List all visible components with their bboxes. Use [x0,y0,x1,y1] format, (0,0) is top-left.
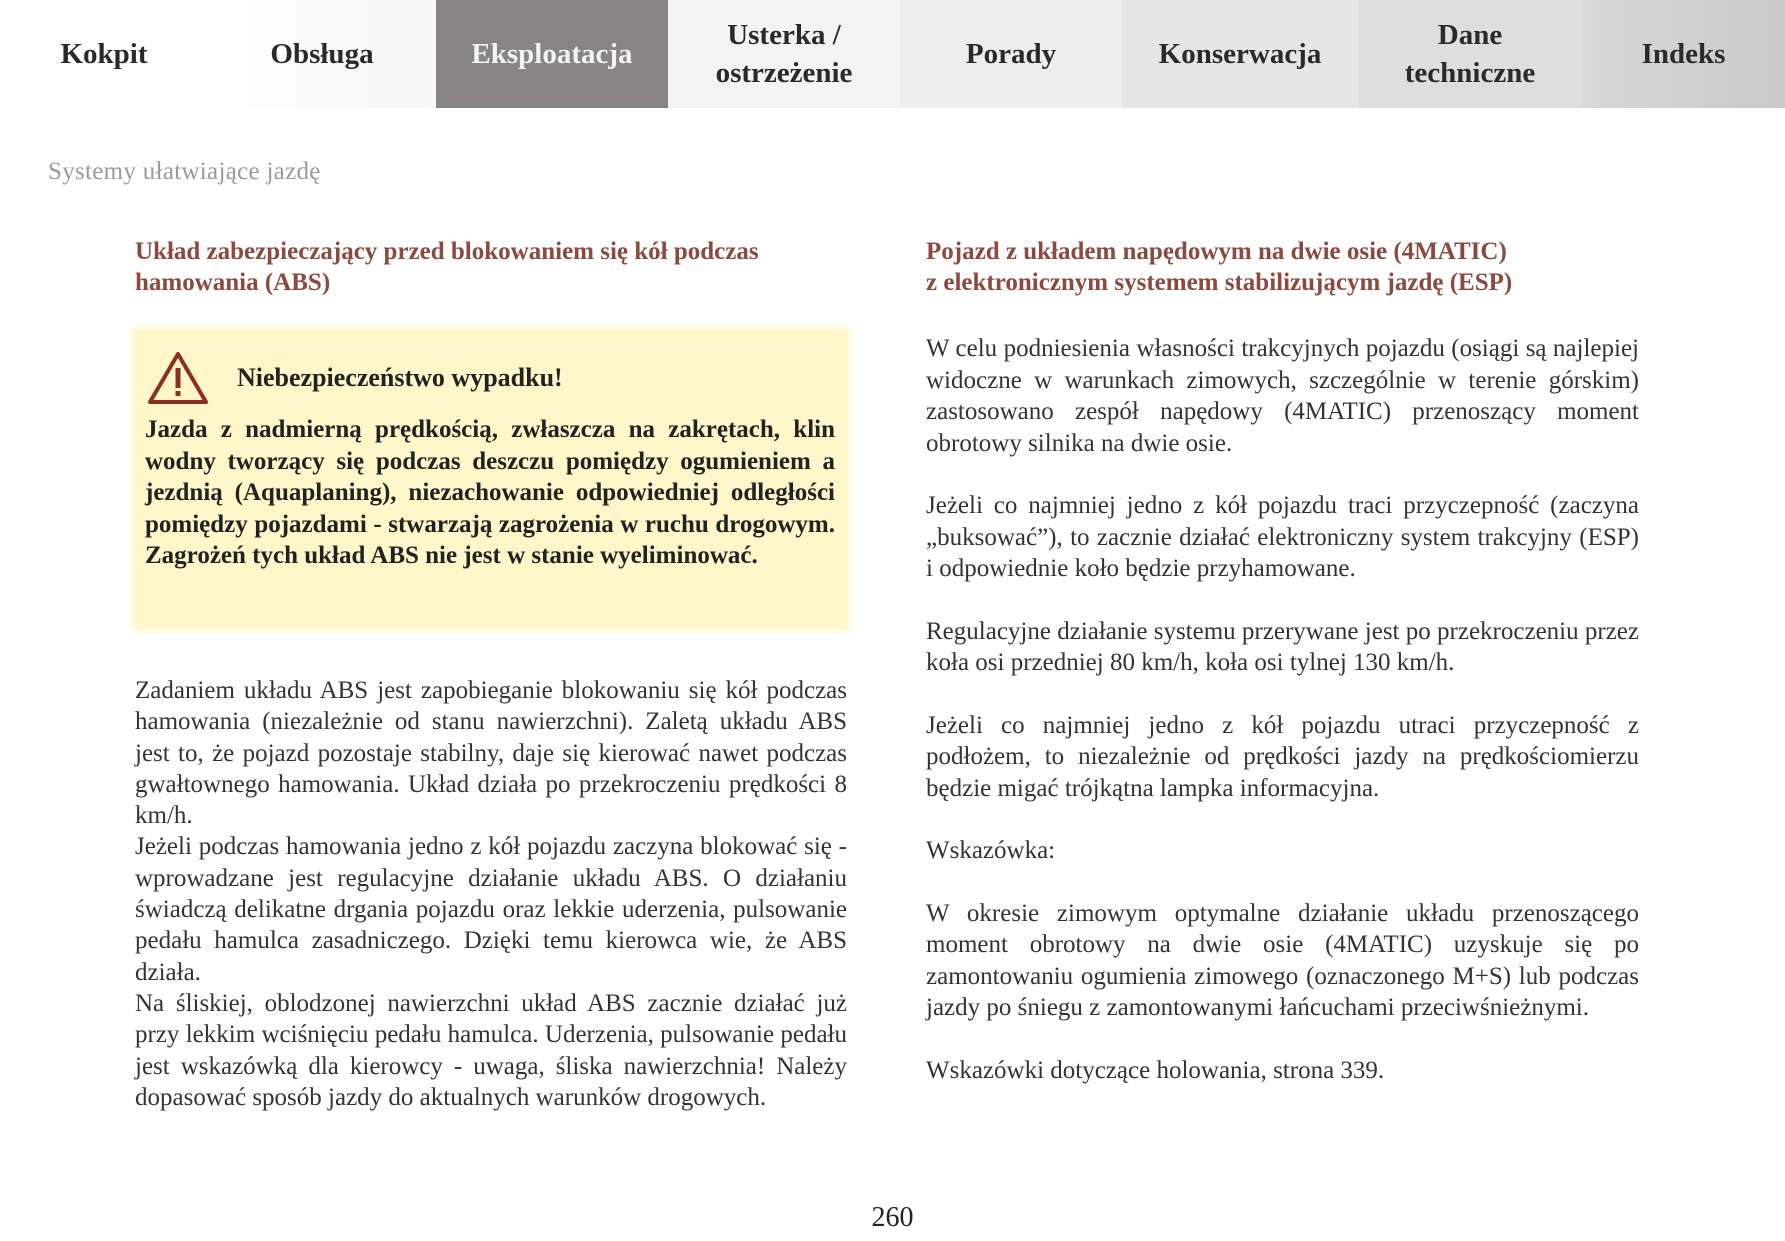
tab-eksploatacja[interactable] [436,0,668,108]
abs-heading: Układ zabezpieczający przed blokowaniem się kół podczas hamowania (ABS) [135,238,759,296]
abs-body [135,675,847,1113]
right-column [926,236,1639,1117]
left-column [135,236,847,298]
esp-heading [926,236,1639,298]
tab-porady[interactable] [900,0,1122,108]
tab-label: Porady [965,38,1057,70]
esp-heading-line1: Pojazd z układem napędowym na dwie osie (4MATIC) [926,238,1507,265]
paragraph: Jeżeli co najmniej jedno z kół pojazdu utraci przyczepność z podłożem, to niezależnie od prędkości jazdy na prędkościomierzu będzie migać trójkątna lampka informacyjna. [926,711,1639,802]
section-title: Systemy ułatwiające jazdę [48,158,321,185]
paragraph: Na śliskiej, oblodzonej nawierzchni układ ABS zacznie działać już przy lekkim wciśnięciu pedału hamulca. Uderzenia, pulsowanie pedału jest wskazówką dla kierowcy - uwaga, śliska nawierzchnia! Należy dopasować sposób jazdy do aktualnych warunków drogowych. [135,989,847,1111]
paragraph: Jeżeli podczas hamowania jedno z kół pojazdu zaczyna blokować się - wprowadzane jest regulacyjne działanie układu ABS. O działaniu świadczą delikatne drgania pojazdu oraz lekkie uderzenia, pulsowanie pedału hamulca zasadniczego. Dzięki temu kierowca wie, że ABS działa. [135,833,847,986]
tab-dane-techniczne[interactable] [1358,0,1582,108]
tab-label: Konserwacja [1158,38,1322,70]
tab-kokpit[interactable] [0,0,208,108]
tab-label-line2: ostrzeżenie [715,57,853,89]
paragraph: W celu podniesienia własności trakcyjnych pojazdu (osiągi są najlepiej widoczne w warunkach zimowych, szczególnie w terenie górskim) zastosowano zespół napędowy (4MATIC) przenoszący moment obrotowy silnika na dwie osie. [926,335,1639,457]
tab-usterka-ostrzezenie[interactable] [668,0,900,108]
note-label: Wskazówka: [926,837,1056,864]
tab-label: Indeks [1641,38,1726,70]
tab-konserwacja[interactable] [1122,0,1358,108]
page-number: 260 [871,1202,914,1233]
tab-label-line2: techniczne [1404,57,1536,89]
esp-heading-line2: z elektronicznym systemem stabilizującym jazdę (ESP) [926,269,1513,296]
warning-text: Jazda z nadmierną prędkością, zwłaszcza na zakrętach, klin wodny tworzący się podczas deszczu pomiędzy ogumieniem a jezdnią (Aquaplaning), niezachowanie odpowiedniej odległości pomiędzy pojazdami - stwarzają zagrożenia w ruchu drogowym. Zagrożeń tych układ ABS nie jest w stanie wyeliminować. [145,416,835,569]
tab-label: Eksploatacja [471,38,633,70]
warning-header [145,348,835,408]
tab-label: Kokpit [60,38,148,70]
paragraph: Zadaniem układu ABS jest zapobieganie blokowaniu się kół podczas hamowania (niezależnie od stanu nawierzchni). Zaletą układu ABS jest to, że pojazd pozostaje stabilny, daje się kierować nawet podczas gwałtownego hamowania. Układ działa po przekroczeniu prędkości 8 km/h. [135,677,847,830]
paragraph: Jeżeli co najmniej jedno z kół pojazdu traci przyczepność (zaczyna „buksować”), to zacznie działać elektroniczny system trakcyjny (ESP) i odpowiednie koło będzie przyhamowane. [926,492,1639,582]
tab-label: Obsługa [270,38,374,70]
tab-label: Usterka / [727,19,841,51]
warning-box [135,330,847,628]
warning-title: Niebezpieczeństwo wypadku! [237,363,563,392]
towing-reference: Wskazówki dotyczące holowania, strona 339. [926,1056,1385,1084]
tab-indeks[interactable] [1582,0,1785,108]
tab-obsluga[interactable] [208,0,436,108]
paragraph: W okresie zimowym optymalne działanie układu przenoszącego moment obrotowy na dwie osie (4MATIC) uzyskuje się po zamontowaniu ogumienia zimowego (oznaczonego M+S) lub podczas jazdy po śniegu z zamontowanymi łańcuchami przeciwśnieżnymi. [926,899,1639,1021]
chapter-nav [0,0,1785,108]
warning-triangle-icon [147,351,209,405]
tab-label: Dane [1437,19,1503,51]
paragraph: Regulacyjne działanie systemu przerywane jest po przekroczeniu przez koła osi przedniej 80 km/h, koła osi tylnej 130 km/h. [926,617,1639,676]
